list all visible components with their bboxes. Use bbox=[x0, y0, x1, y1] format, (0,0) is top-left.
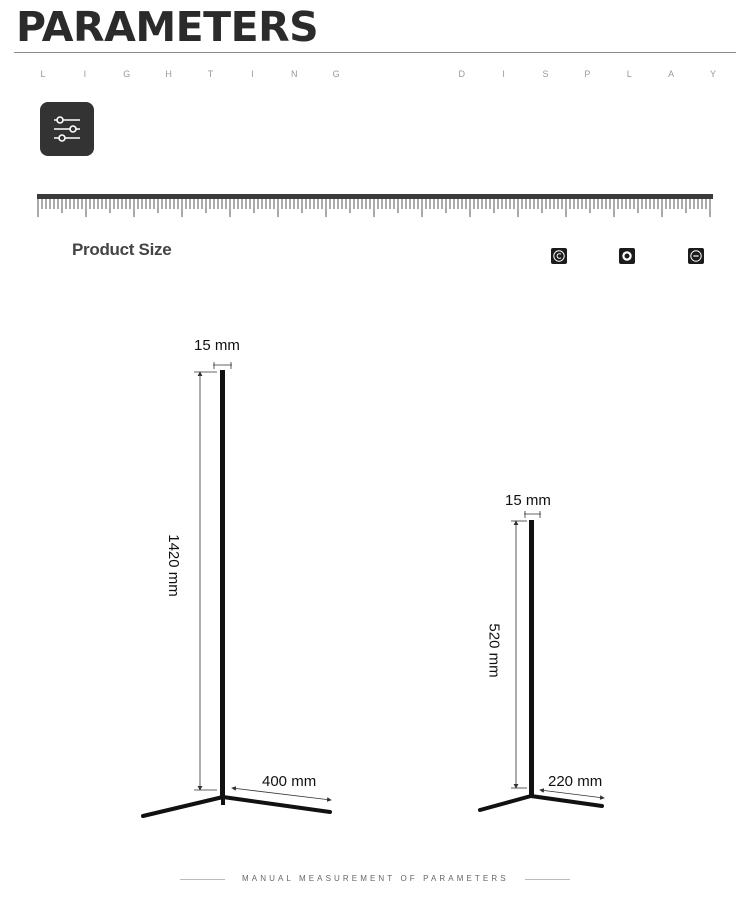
footer-caption bbox=[180, 874, 570, 886]
subtitle-letter: H bbox=[165, 69, 172, 79]
subtitle-letter: A bbox=[668, 69, 675, 79]
subtitle-letter: P bbox=[584, 69, 591, 79]
page-title: PARAMETERS bbox=[16, 3, 319, 51]
footer-rule-left bbox=[180, 879, 225, 880]
small-lamp-dimension-lines bbox=[511, 511, 604, 798]
subtitle-letter: I bbox=[251, 69, 254, 79]
large-lamp-dimension-lines bbox=[194, 362, 331, 800]
subtitle-letter: Y bbox=[709, 69, 716, 79]
small-lamp-height-label: 520 mm bbox=[485, 623, 503, 678]
subtitle-letter: I bbox=[83, 69, 87, 79]
product-size-heading: Product Size bbox=[72, 240, 172, 259]
subtitle-letter: T bbox=[207, 69, 214, 79]
subtitle-letter: L bbox=[40, 69, 46, 79]
subtitle-letter: G bbox=[123, 69, 131, 79]
subtitle-letter: I bbox=[502, 69, 505, 79]
footer-rule-right bbox=[525, 879, 570, 880]
large-lamp-height-label: 1420 mm bbox=[164, 534, 182, 597]
large-lamp-width-label: 15 mm bbox=[194, 337, 240, 354]
large-lamp-leg-label: 400 mm bbox=[262, 773, 317, 790]
subtitle-letter: N bbox=[291, 69, 298, 79]
small-lamp-width-label: 15 mm bbox=[505, 492, 551, 509]
subtitle-letter: S bbox=[542, 69, 549, 79]
footer-caption-text: MANUAL MEASUREMENT OF PARAMETERS bbox=[242, 874, 509, 883]
subtitle-letter: G bbox=[332, 69, 340, 79]
subtitle-letter: L bbox=[626, 69, 632, 79]
subtitle-letter: D bbox=[458, 69, 465, 79]
small-lamp-leg-label: 220 mm bbox=[548, 773, 603, 790]
